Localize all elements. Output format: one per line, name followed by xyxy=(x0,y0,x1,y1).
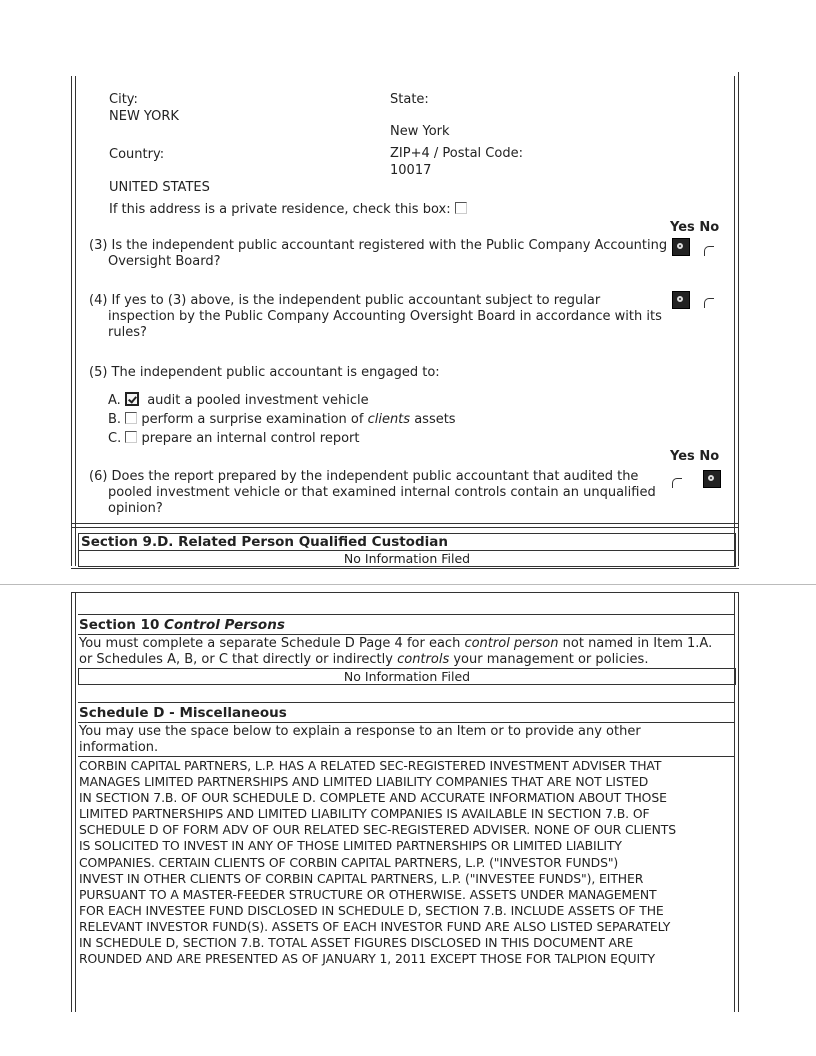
schedule-d-line: INVEST IN OTHER CLIENTS OF CORBIN CAPITAL PARTNERS, L.P. ("INVESTEE FUNDS"), EITHER xyxy=(79,870,644,886)
state-label: State: xyxy=(390,92,429,107)
state-value: New York xyxy=(390,124,450,139)
city-label: City: xyxy=(109,92,138,107)
frame-left-inner xyxy=(75,76,76,566)
q6-no-radio[interactable] xyxy=(703,470,721,488)
q6-line2: pooled investment vehicle or that examined internal controls contain an unqualified xyxy=(108,485,656,500)
section-10-title-rule xyxy=(78,634,734,635)
country-value: UNITED STATES xyxy=(109,180,210,195)
q5-line1: (5) The independent public accountant is engaged to: xyxy=(89,365,440,380)
frame-left-outer xyxy=(71,76,72,566)
yes-header-label: Yes xyxy=(670,220,695,235)
section-10-desc-line1 xyxy=(79,636,712,652)
q4-line1: (4) If yes to (3) above, is the independent public accountant subject to regular xyxy=(89,293,601,308)
frame2-right-outer xyxy=(738,592,739,1012)
q3-no-radio[interactable] xyxy=(704,246,714,256)
private-residence-row xyxy=(109,202,467,218)
page-divider xyxy=(0,584,816,585)
q6-line3: opinion? xyxy=(108,501,163,516)
schedule-d-title-rule xyxy=(78,722,734,723)
q5-a-text: audit a pooled investment vehicle xyxy=(147,393,369,408)
q3-yes-radio[interactable] xyxy=(672,238,690,256)
section-10-desc2-post: your management or policies. xyxy=(453,652,649,667)
schedule-d-line: FOR EACH INVESTEE FUND DISCLOSED IN SCHEDULE D, SECTION 7.B. INCLUDE ASSETS OF THE xyxy=(79,902,664,918)
q5-option-b xyxy=(108,412,456,428)
no-header-label: No xyxy=(699,220,720,235)
section-10-desc1-em: control person xyxy=(464,636,559,651)
section-10-status: No Information Filed xyxy=(343,669,471,684)
q5-c-letter: C. xyxy=(108,431,122,446)
yes-no-header-1 xyxy=(670,220,719,236)
schedule-d-line: PURSUANT TO A MASTER-FEEDER STRUCTURE OR OTHERWISE. ASSETS UNDER MANAGEMENT xyxy=(79,886,657,902)
zip-value: 10017 xyxy=(390,163,432,178)
schedule-d-intro-line2: information. xyxy=(79,740,159,755)
section-10-desc1-post: not named in Item 1.A. xyxy=(562,636,713,651)
frame2-top-rule xyxy=(71,592,739,593)
q5-c-text: prepare an internal control report xyxy=(141,431,360,446)
schedule-d-top-rule xyxy=(78,702,734,703)
q5-a-letter: A. xyxy=(108,393,121,408)
schedule-d-line: IN SCHEDULE D, SECTION 7.B. TOTAL ASSET FIGURES DISCLOSED IN THIS DOCUMENT ARE xyxy=(79,935,634,951)
frame2-left-outer xyxy=(71,592,72,1012)
section-9d-status: No Information Filed xyxy=(343,551,471,566)
q4-no-radio[interactable] xyxy=(704,298,714,308)
section-10-title-prefix: Section 10 xyxy=(79,617,160,633)
section-9d-title: Section 9.D. Related Person Qualified Custodian xyxy=(81,534,448,550)
yes-header-label-2: Yes xyxy=(670,449,695,464)
q3-line2: Oversight Board? xyxy=(108,254,221,269)
private-residence-checkbox[interactable] xyxy=(455,202,467,214)
frame-right-outer xyxy=(738,72,739,566)
section-9d-status-box xyxy=(78,550,736,567)
frame-bottom-rule-1 xyxy=(71,523,739,524)
q6-yes-radio[interactable] xyxy=(672,478,682,488)
schedule-d-line: RELEVANT INVESTOR FUND(S). ASSETS OF EACH INVESTOR FUND ARE ALSO LISTED SEPARATELY xyxy=(79,918,671,934)
zip-label: ZIP+4 / Postal Code: xyxy=(390,146,523,161)
q4-yes-radio[interactable] xyxy=(672,291,690,309)
section-10-desc-line2 xyxy=(79,652,648,668)
private-residence-label: If this address is a private residence, check this box: xyxy=(109,202,451,217)
section-9d-title-box xyxy=(78,533,736,551)
country-label: Country: xyxy=(109,147,165,162)
section-10-title xyxy=(79,617,285,633)
frame2-right-inner xyxy=(734,592,735,1012)
section-10-top-rule xyxy=(78,614,734,615)
no-header-label-2: No xyxy=(699,449,720,464)
schedule-d-line: IN SECTION 7.B. OF OUR SCHEDULE D. COMPLETE AND ACCURATE INFORMATION ABOUT THOSE xyxy=(79,790,667,806)
schedule-d-line: IS SOLICITED TO INVEST IN ANY OF THOSE LIMITED PARTNERSHIPS OR LIMITED LIABILITY xyxy=(79,838,622,854)
q5-b-checkbox[interactable] xyxy=(125,412,137,424)
schedule-d-line: LIMITED PARTNERSHIPS AND LIMITED LIABILITY COMPANIES IS AVAILABLE IN SECTION 7.B. OF xyxy=(79,806,650,822)
q5-b-text-pre: perform a surprise examination of xyxy=(141,412,364,427)
q5-b-text-post: assets xyxy=(414,412,456,427)
section-10-desc2-pre: or Schedules A, B, or C that directly or indirectly xyxy=(79,652,393,667)
q4-line3: rules? xyxy=(108,325,147,340)
schedule-d-line: MANAGES LIMITED PARTNERSHIPS AND LIMITED LIABILITY COMPANIES THAT ARE NOT LISTED xyxy=(79,774,649,790)
section-10-title-em: Control Persons xyxy=(164,617,285,633)
schedule-d-title: Schedule D - Miscellaneous xyxy=(79,705,287,721)
q5-b-text-em: clients xyxy=(367,412,411,427)
q5-option-c xyxy=(108,431,359,447)
q4-line2: inspection by the Public Company Accounting Oversight Board in accordance with its xyxy=(108,309,662,324)
q6-line1: (6) Does the report prepared by the independent public accountant that audited the xyxy=(89,469,639,484)
schedule-d-line: COMPANIES. CERTAIN CLIENTS OF CORBIN CAPITAL PARTNERS, L.P. ("INVESTOR FUNDS") xyxy=(79,854,619,870)
q5-c-checkbox[interactable] xyxy=(125,431,137,443)
schedule-d-line: SCHEDULE D OF FORM ADV OF OUR RELATED SEC-REGISTERED ADVISER. NONE OF OUR CLIENTS xyxy=(79,822,677,838)
city-value: NEW YORK xyxy=(109,109,179,124)
schedule-d-line: ROUNDED AND ARE PRESENTED AS OF JANUARY 1, 2011 EXCEPT THOSE FOR TALPION EQUITY xyxy=(79,951,655,967)
q3-line1: (3) Is the independent public accountant registered with the Public Company Accounting xyxy=(89,238,668,253)
schedule-d-body xyxy=(79,758,733,967)
section-9d-bottom-rule xyxy=(71,568,739,569)
q5-a-checkbox[interactable] xyxy=(125,392,139,406)
section-10-status-box xyxy=(78,668,736,685)
schedule-d-line: CORBIN CAPITAL PARTNERS, L.P. HAS A RELATED SEC-REGISTERED INVESTMENT ADVISER THAT xyxy=(79,758,662,773)
frame-right-inner xyxy=(734,76,735,566)
q5-b-letter: B. xyxy=(108,412,122,427)
schedule-d-intro-line1: You may use the space below to explain a response to an Item or to provide any other xyxy=(79,724,641,739)
frame-bottom-rule-2 xyxy=(71,527,739,528)
yes-no-header-2 xyxy=(670,449,719,465)
schedule-d-intro-rule xyxy=(78,756,734,757)
section-10-desc2-em: controls xyxy=(397,652,450,667)
frame2-left-inner xyxy=(75,592,76,1012)
q5-option-a xyxy=(108,392,369,409)
section-10-desc1-pre: You must complete a separate Schedule D Page 4 for each xyxy=(79,636,461,651)
